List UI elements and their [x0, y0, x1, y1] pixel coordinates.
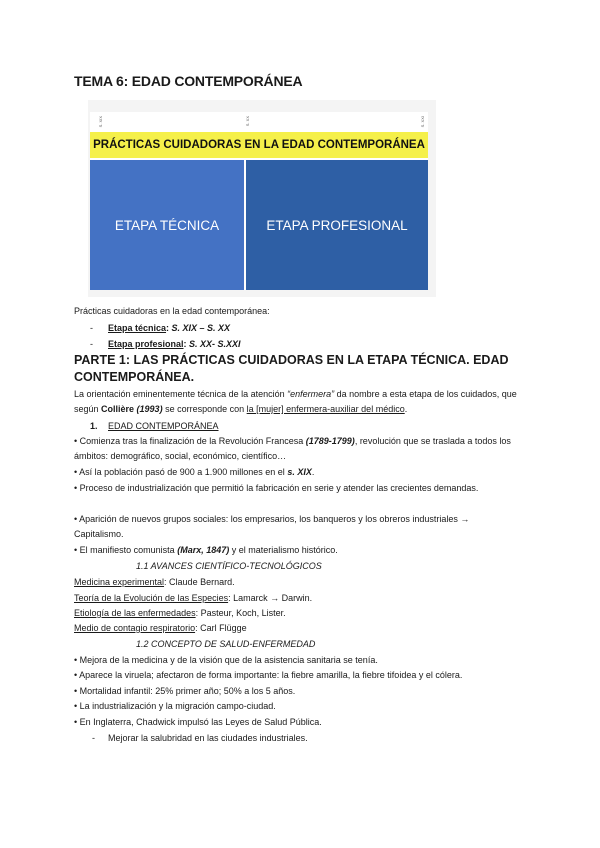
list-item: [108, 322, 230, 334]
stage-sep: :: [183, 339, 190, 349]
section-number: 1.: [90, 421, 98, 431]
tick-label: S. XX: [245, 116, 250, 127]
list-item: -: [90, 323, 93, 333]
section-heading: EDAD CONTEMPORÁNEA: [108, 421, 219, 431]
stage-value: S. XX- S.XXI: [189, 339, 241, 349]
list-item: Etiología de las enfermedades: Pasteur, Koch, Lister.: [74, 608, 286, 618]
intro-text: Prácticas cuidadoras en la edad contemporánea:: [74, 306, 270, 316]
page-title: TEMA 6: EDAD CONTEMPORÁNEA: [74, 73, 303, 89]
stage-value: S. XIX – S. XX: [171, 323, 231, 333]
bullet-item: • Mortalidad infantil: 25% primer año; 50% a los 5 años.: [74, 686, 296, 696]
list-item: -: [92, 733, 95, 743]
bullet-item: • En Inglaterra, Chadwick impulsó las Leyes de Salud Pública.: [74, 717, 322, 727]
stage-professional-box: ETAPA PROFESIONAL: [246, 160, 428, 290]
paragraph: La orientación eminentemente técnica de la atención “enfermera” da nombre a esta etapa de los cuidados, que según Collière (1993) se corresponde con la [mujer] enfermera-auxiliar del médico.: [74, 389, 517, 414]
list-item: -: [90, 339, 93, 349]
tick-label: S. XIX: [98, 116, 103, 128]
tick-label: S. XXI: [420, 116, 425, 128]
bullet-item: • Comienza tras la finalización de la Revolución Francesa (1789-1799), revolución que se traslada a todos los ámbitos: demográfico, social, económico, científico…: [74, 436, 511, 461]
stage-label: Etapa técnica: [108, 323, 167, 333]
part-heading: PARTE 1: LAS PRÁCTICAS CUIDADORAS EN LA ETAPA TÉCNICA. EDAD CONTEMPORÁNEA.: [74, 353, 509, 384]
list-item: Mejorar la salubridad en las ciudades industriales.: [108, 733, 308, 743]
stage-technical-box: ETAPA TÉCNICA: [90, 160, 244, 290]
bullet-item: • Proceso de industrialización que permitió la fabricación en serie y atender las crecientes demandas.: [74, 483, 479, 493]
list-item: [108, 338, 241, 350]
figure-canvas: [90, 112, 428, 290]
subsection-heading: 1.1 AVANCES CIENTÍFICO-TECNOLÓGICOS: [136, 561, 322, 571]
stage-sep: :: [166, 323, 172, 333]
figure-banner: PRÁCTICAS CUIDADORAS EN LA EDAD CONTEMPORÁNEA: [90, 132, 428, 158]
bullet-item: • Aparición de nuevos grupos sociales: los empresarios, los banqueros y los obreros industriales → Capitalismo.: [74, 514, 470, 539]
bullet-item: • La industrialización y la migración campo-ciudad.: [74, 701, 276, 711]
list-item: Teoría de la Evolución de las Especies: Lamarck → Darwin.: [74, 593, 313, 603]
subsection-heading: 1.2 CONCEPTO DE SALUD-ENFERMEDAD: [136, 639, 316, 649]
bullet-item: • Aparece la viruela; afectaron de forma importante: la fiebre amarilla, la fiebre tifoidea y el cólera.: [74, 670, 463, 680]
bullet-item: • Mejora de la medicina y de la visión que de la asistencia sanitaria se tenía.: [74, 655, 378, 665]
stage-label: Etapa profesional: [108, 339, 184, 349]
bullet-item: • El manifiesto comunista (Marx, 1847) y el materialismo histórico.: [74, 545, 338, 555]
list-item: Medio de contagio respiratorio: Carl Flügge: [74, 623, 247, 633]
stages-figure: [88, 100, 436, 297]
list-item: Medicina experimental: Claude Bernard.: [74, 577, 235, 587]
bullet-item: • Así la población pasó de 900 a 1.900 millones en el s. XIX.: [74, 467, 315, 477]
